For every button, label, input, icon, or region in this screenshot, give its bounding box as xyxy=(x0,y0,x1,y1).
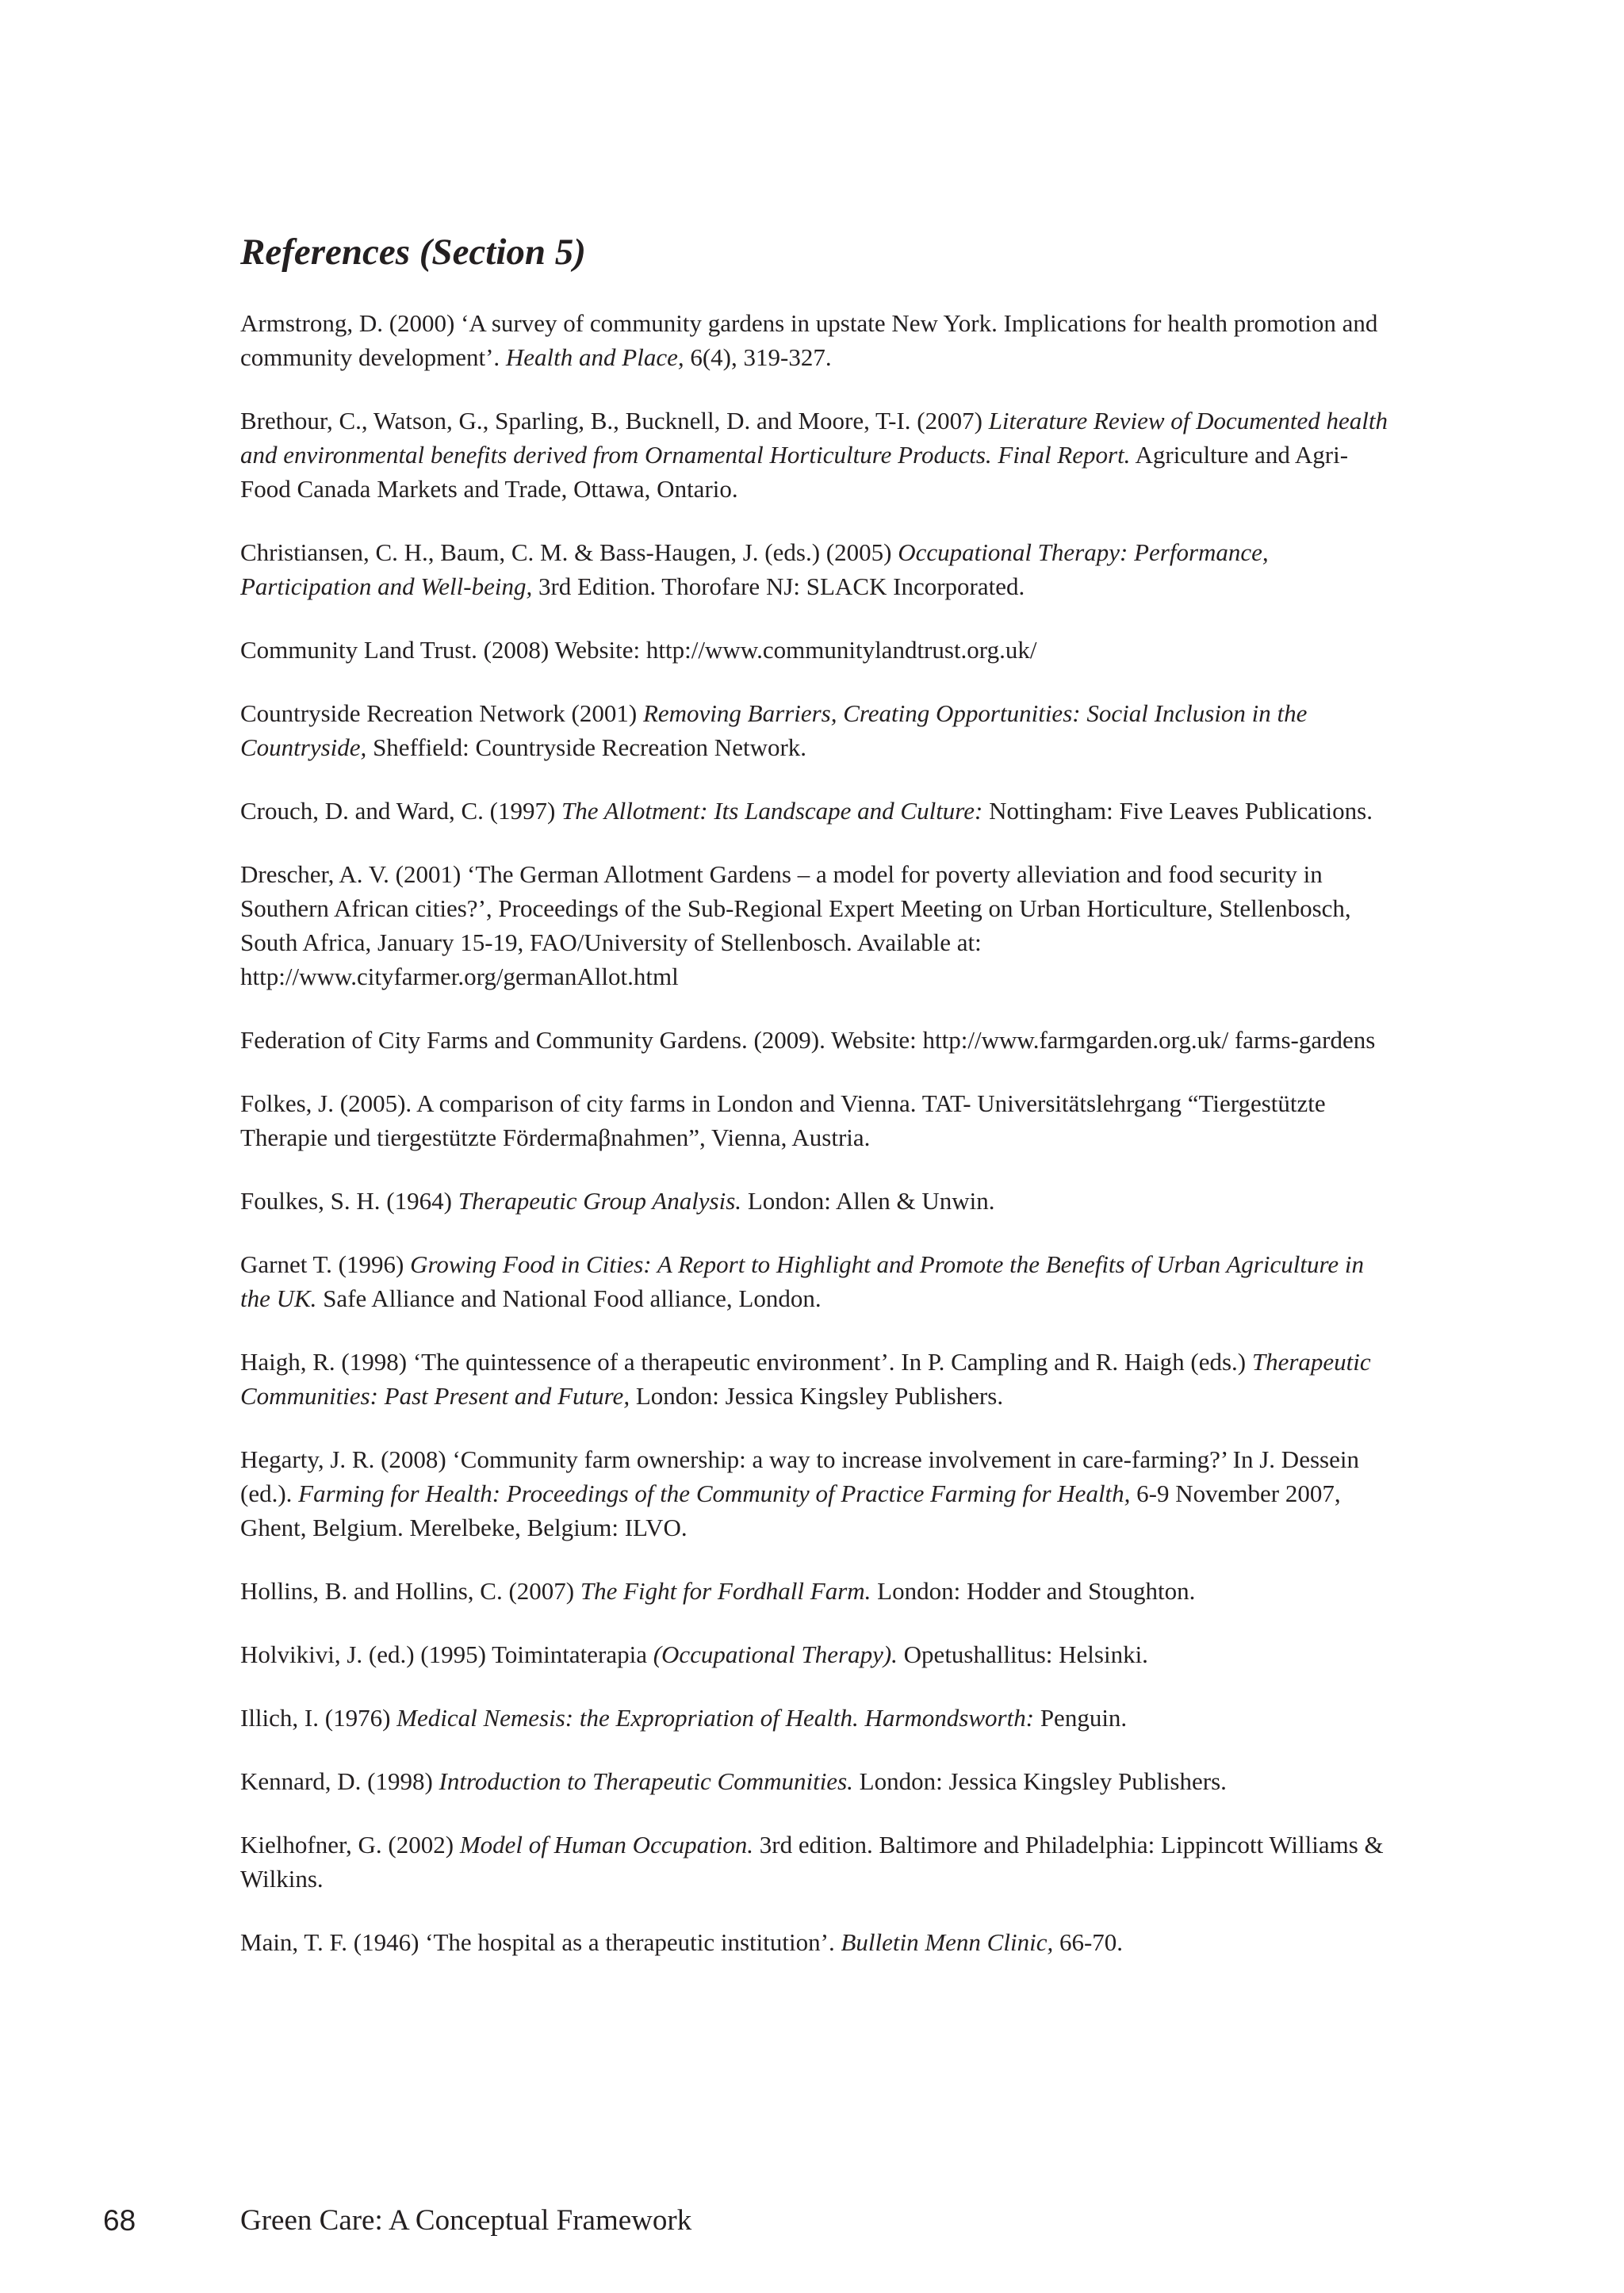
reference-text: Main, T. F. (1946) ‘The hospital as a therapeutic institution’. xyxy=(240,1928,841,1956)
reference-text: Countryside Recreation Network (2001) xyxy=(240,699,643,727)
reference-title: Therapeutic Group Analysis. xyxy=(458,1187,742,1215)
page-footer xyxy=(0,2201,1624,2249)
reference-text: Hegarty, J. R. (2008) ‘Community farm ownership: a way to increase involvement in care-farming?’ In J. Dessein (ed.). xyxy=(240,1445,1359,1507)
reference-title: Introduction to Therapeutic Communities. xyxy=(439,1767,853,1795)
references-section xyxy=(240,230,1398,1989)
reference-text: Garnet T. (1996) xyxy=(240,1250,411,1278)
reference-title: Occupational Therapy: Performance, Participation and Well-being, xyxy=(240,538,1269,600)
reference-text: Kielhofner, G. (2002) xyxy=(240,1831,460,1859)
reference-text: Hollins, B. and Hollins, C. (2007) xyxy=(240,1577,580,1605)
reference-text: Community Land Trust. (2008) Website: http://www.communitylandtrust.org.uk/ xyxy=(240,636,1037,664)
reference-text: Kennard, D. (1998) xyxy=(240,1767,439,1795)
reference-entry xyxy=(240,1637,1398,1671)
section-heading: References (Section 5) xyxy=(240,232,586,273)
reference-title: Growing Food in Cities: A Report to Highlight and Promote the Benefits of Urban Agriculture in the UK. xyxy=(240,1250,1364,1312)
reference-text: 6(4), 319-327. xyxy=(684,343,832,371)
reference-text: London: Jessica Kingsley Publishers. xyxy=(630,1382,1004,1410)
reference-text: Safe Alliance and National Food alliance, London. xyxy=(316,1284,822,1312)
reference-text: Crouch, D. and Ward, C. (1997) xyxy=(240,797,562,825)
reference-text: Penguin. xyxy=(1034,1704,1128,1732)
reference-entry xyxy=(240,1442,1398,1545)
reference-entry xyxy=(240,794,1398,828)
reference-text: Sheffield: Countryside Recreation Network. xyxy=(366,733,807,761)
reference-title: Bulletin Menn Clinic, xyxy=(841,1928,1054,1956)
reference-entry xyxy=(240,1184,1398,1218)
reference-text: London: Jessica Kingsley Publishers. xyxy=(852,1767,1227,1795)
reference-text: London: Hodder and Stoughton. xyxy=(871,1577,1196,1605)
reference-text: Armstrong, D. (2000) ‘A survey of community gardens in upstate New York. Implications for health promotion and community development’. xyxy=(240,309,1378,371)
reference-title: Literature Review of Documented health and environmental benefits derived from Ornamental Horticulture Products. Final Report. xyxy=(240,407,1388,469)
footer-title: Green Care: A Conceptual Framework xyxy=(240,2204,692,2237)
reference-title: Farming for Health: Proceedings of the Community of Practice Farming for Health, xyxy=(298,1480,1131,1507)
reference-title: Medical Nemesis: the Expropriation of Health. Harmondsworth: xyxy=(396,1704,1035,1732)
reference-entry xyxy=(240,633,1398,667)
reference-title: Health and Place, xyxy=(505,343,684,371)
reference-text: 3rd Edition. Thorofare NJ: SLACK Incorporated. xyxy=(532,572,1025,600)
reference-entry xyxy=(240,1828,1398,1896)
reference-title: (Occupational Therapy). xyxy=(653,1640,898,1668)
reference-entry xyxy=(240,1345,1398,1413)
reference-text: Holvikivi, J. (ed.) (1995) Toimintaterapia xyxy=(240,1640,653,1668)
reference-text: Illich, I. (1976) xyxy=(240,1704,397,1732)
reference-entry xyxy=(240,1701,1398,1735)
reference-text: Drescher, A. V. (2001) ‘The German Allotment Gardens – a model for poverty alleviation and food security in Southern African cities?’, Proceedings of the Sub-Regional Expert Meeting on Urban Horticulture, Stellenbosch, South Africa, January 15-19, FAO/University of Stellenbosch. Available at: http://www.cityfarmer.org/germanAllot.html xyxy=(240,860,1351,990)
reference-entry xyxy=(240,1574,1398,1608)
reference-text: Haigh, R. (1998) ‘The quintessence of a therapeutic environment’. In P. Campling and R. Haigh (eds.) xyxy=(240,1348,1252,1376)
reference-title: Removing Barriers, Creating Opportunities: Social Inclusion in the Countryside, xyxy=(240,699,1308,761)
reference-text: Federation of City Farms and Community Gardens. (2009). Website: http://www.farmgarden.org.uk/ farms-gardens xyxy=(240,1026,1376,1054)
reference-text: 3rd edition. Baltimore and Philadelphia: Lippincott Williams & Wilkins. xyxy=(240,1831,1384,1893)
reference-text: Opetushallitus: Helsinki. xyxy=(897,1640,1148,1668)
reference-entry xyxy=(240,1764,1398,1798)
reference-entry xyxy=(240,857,1398,993)
reference-entry xyxy=(240,306,1398,374)
reference-entry xyxy=(240,1086,1398,1154)
reference-text: London: Allen & Unwin. xyxy=(741,1187,995,1215)
reference-title: Model of Human Occupation. xyxy=(459,1831,754,1859)
reference-text: 66-70. xyxy=(1053,1928,1124,1956)
page-number: 68 xyxy=(103,2204,136,2237)
reference-text: Christiansen, C. H., Baum, C. M. & Bass-Haugen, J. (eds.) (2005) xyxy=(240,538,898,566)
reference-text: Foulkes, S. H. (1964) xyxy=(240,1187,458,1215)
reference-entry xyxy=(240,1247,1398,1315)
reference-text: 6-9 November 2007, Ghent, Belgium. Merelbeke, Belgium: ILVO. xyxy=(240,1480,1341,1541)
reference-entry xyxy=(240,1023,1398,1057)
reference-entry xyxy=(240,1925,1398,1959)
reference-list xyxy=(240,306,1398,1959)
reference-title: The Fight for Fordhall Farm. xyxy=(580,1577,871,1605)
reference-text: Nottingham: Five Leaves Publications. xyxy=(982,797,1373,825)
reference-entry xyxy=(240,404,1398,506)
reference-text: Folkes, J. (2005). A comparison of city farms in London and Vienna. TAT- Universitätslehrgang “Tiergestützte Therapie und tiergestützte Fördermaβnahmen”, Vienna, Austria. xyxy=(240,1089,1326,1151)
reference-text: Agriculture and Agri-Food Canada Markets and Trade, Ottawa, Ontario. xyxy=(240,441,1349,503)
reference-title: Therapeutic Communities: Past Present and Future, xyxy=(240,1348,1371,1410)
reference-entry xyxy=(240,696,1398,764)
reference-text: Brethour, C., Watson, G., Sparling, B., Bucknell, D. and Moore, T-I. (2007) xyxy=(240,407,989,434)
reference-title: The Allotment: Its Landscape and Culture: xyxy=(561,797,983,825)
reference-entry xyxy=(240,535,1398,603)
